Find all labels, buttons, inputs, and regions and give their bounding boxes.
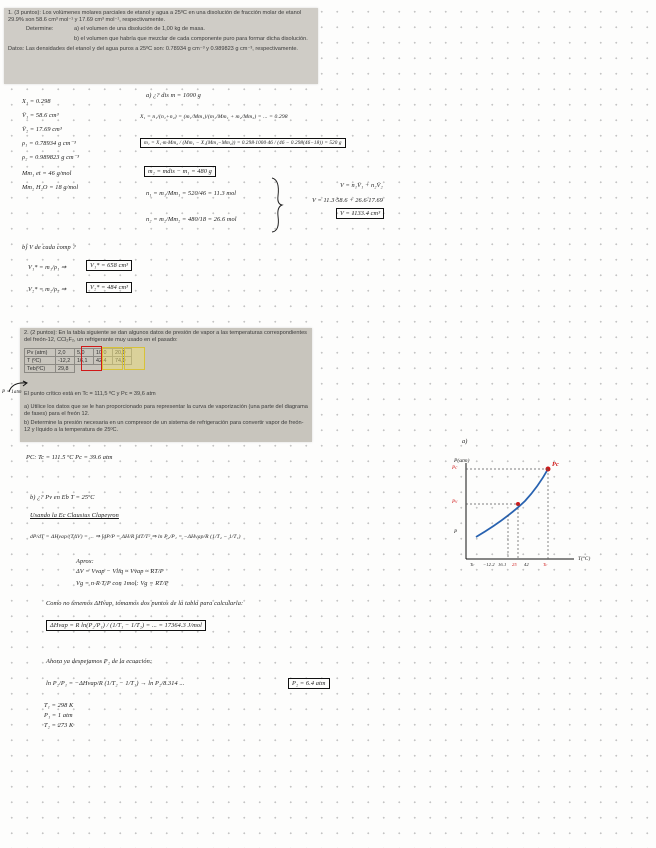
given-rho2: ρ₂ = 0.989823 g cm⁻³ (22, 154, 80, 161)
value-p1: P₁ = 1 atm (44, 712, 73, 719)
solve-text: Ahora ya despejamos P₂ de la ecuación: (46, 658, 153, 665)
x1-expression: X₁ = n₁/(n₁+n₂) = (m₁/Mm₁)/(m₁/Mm₁ + m₂/Mm₂) = ... = 0.298 (140, 114, 288, 120)
graph-pc-label: Pc (552, 461, 559, 468)
brace-mark (270, 176, 284, 234)
graph-x-tick-6: Tc (543, 562, 548, 567)
graph-x-tick-4: 25 (512, 562, 517, 567)
problem1-item-b: b) el volumen que habría que mezclar de cada componente puro para formar dicha disolución. (74, 35, 308, 42)
problem1-item-a: a) el volumen de una disolución de 1,00 kg de masa. (74, 26, 205, 33)
given-rho1: ρ₁ = 0.78934 g cm⁻³ (22, 140, 76, 147)
graph-y-tick-pv: Pv (452, 500, 458, 505)
graph-y-tick-p: P (454, 530, 458, 535)
graph-x-tick-2: −12.2 (483, 562, 495, 567)
graph-x-tick-1: Tc (470, 562, 475, 567)
p2-result-box: P₂ = 6.4 atm (288, 678, 330, 689)
table-cell: 42,4 (94, 357, 113, 365)
final-equation: ln P₂/P₁ = −ΔHvap/R (1/T₂ − 1/T₁) → ln P₂/8.314 ... (46, 680, 185, 687)
graph-y-tick-pc: Pc (452, 466, 458, 471)
v2-pure-box: V₂* = 484 cm³ (86, 282, 132, 293)
given-x1: X₁ = 0.298 (22, 98, 51, 105)
problem1-printed-block (4, 8, 318, 84)
two-points-text: Como no tenemos ΔHvap, tomamos dos puntos de la tabla para calcularla: (46, 600, 244, 607)
margin-note: P = 1atm (2, 390, 22, 395)
graph-x-label: T(ºC) (578, 556, 591, 562)
given-mm2: Mm₂ H₂O = 18 g/mol (22, 184, 79, 191)
problem2-pc-line: El punto crítico está en Tc = 111,5 ºC y Pc = 39,6 atm (24, 391, 156, 397)
problem1-determine-label: Determine: (26, 26, 54, 33)
table-cell: Teb(ºC) (25, 365, 56, 373)
problem1-data-line: Datos: Las densidades del etanol y del agua puros a 25ºC son: 0.78934 g cm⁻³ y 0.989823 g cm⁻³, respectivamente. (8, 45, 298, 52)
red-highlight-frame (81, 346, 102, 371)
v-sum-formula: V = n₁V̄₁ + n₂V̄₂ (340, 182, 383, 189)
v-sum-calc: V = 11.3·58.6 + 26.6·17.69 (312, 197, 384, 204)
v1-pure-expr: V₁* = m₁/ρ₁ ⇒ (28, 264, 67, 271)
yellow-highlight-left (102, 347, 123, 370)
graph-part-label: a) (462, 438, 468, 445)
margin-arrow (8, 380, 30, 394)
table-cell: 29,8 (56, 365, 75, 373)
table-cell: T (ºC) (25, 357, 56, 365)
table-cell: -12,2 (56, 357, 75, 365)
graph-x-tick-3: 16.1 (498, 562, 507, 567)
value-t1: T₁ = 298 K (44, 702, 74, 709)
vaporization-curve-graph (450, 455, 590, 570)
m2-result-box: m₂ = mdis − m₁ = 480 g (144, 166, 216, 177)
given-v2: V̄₂ = 17.69 cm³ (22, 126, 62, 133)
part-b2-head: b) ¿? Pv en Eb T = 25ºC (30, 494, 95, 501)
v1-pure-box: V₁* = 658 cm³ (86, 260, 132, 271)
v2-pure-expr: V₂* = m₂/ρ₂ ⇒ (28, 286, 67, 293)
n2-calc: n₂ = m₂/Mm₂ = 480/18 = 26.6 mol (146, 216, 237, 223)
graph-x-tick-5: 42 (524, 562, 529, 567)
graph-y-label: P(atm) (454, 458, 470, 464)
given-v1: V̄₁ = 58.6 cm³ (22, 112, 59, 119)
approx-vg: Vg = n·R·T/P con 1mol: Vg = RT/P (76, 580, 169, 587)
problem1-heading: 1. (3 puntos): Los volúmenes molares parciales de etanol y agua a 25ºC en una disolución de fracción molar de etanol 29.9% son 58.6 cm³ mol⁻¹ y 17.69 cm³ mol⁻¹, respectivamente. (8, 10, 302, 24)
critical-point-note: PC: Tc = 111.5 ºC Pc = 39.6 atm (26, 454, 113, 461)
table-cell: 2,0 (56, 349, 75, 357)
table-cell: 20,0 (113, 349, 132, 357)
approx-label: Aprox: (76, 558, 94, 565)
v-total-box: V = 1133.4 cm³ (336, 208, 384, 219)
m1-result-box: m₁ = X₁·m·Mm₂ / (Mm₁ − X₁(Mm₁−Mm₂)) = 0.298·1000·46 / (46 − 0.298(46−18)) = 520 g (140, 138, 346, 148)
table-cell: 74,0 (113, 357, 132, 365)
yellow-highlight-right (124, 347, 145, 370)
problem2-item-b: b) Determine la presión necesaria en un compresor de un sistema de refrigeración para convertir vapor de freón-12 y líquido a la temperatura de 25ºC. (24, 420, 304, 434)
table-cell: 5,0 (75, 349, 94, 357)
table-cell: Pv (atm) (25, 349, 56, 357)
table-cell: 10,0 (94, 349, 113, 357)
part-a-head: a) ¿? dis m = 1000 g (146, 92, 201, 99)
approx-dv: ΔV = Vvap − Vliq ≈ Vvap ≈ RT/P (76, 568, 164, 575)
method-line: Usando la Ec Clausius Clapeyron (30, 512, 119, 519)
clausius-equation: dP/dT = ΔHvap/(TΔV) = ... ⇒ ∫dP/P = ΔH/R ∫dT/T² ⇒ ln P₂/P₁ = −ΔHvap/R (1/T₂ − 1/T₁) (30, 534, 241, 540)
problem2-heading: 2. (2 puntos): En la tabla siguiente se dan algunos datos de presión de vapor a las temperaturas correspondientes del freón-12, CCl₂F₂, un refrigerante muy usado en el pasado: (24, 330, 307, 344)
problem2-item-a: a) Utilice los datos que se le han proporcionado para representar la curva de vaporización (una parte del diagrama de fases) para el freón 12. (24, 404, 308, 418)
given-mm1: Mm₁ et = 46 g/mol (22, 170, 72, 177)
part-b-head: b) V de cada comp ? (22, 244, 76, 251)
dhvap-box: ΔHvap = R ln(P₂/P₁) / (1/T₁ − 1/T₂) = ... = 17364.3 J/mol (46, 620, 206, 631)
n1-calc: n₁ = m₁/Mm₁ = 520/46 = 11.3 mol (146, 190, 237, 197)
vaporization-curve (476, 469, 548, 537)
table-cell: 16,1 (75, 357, 94, 365)
value-t2: T₂ = 273 K (44, 722, 74, 729)
